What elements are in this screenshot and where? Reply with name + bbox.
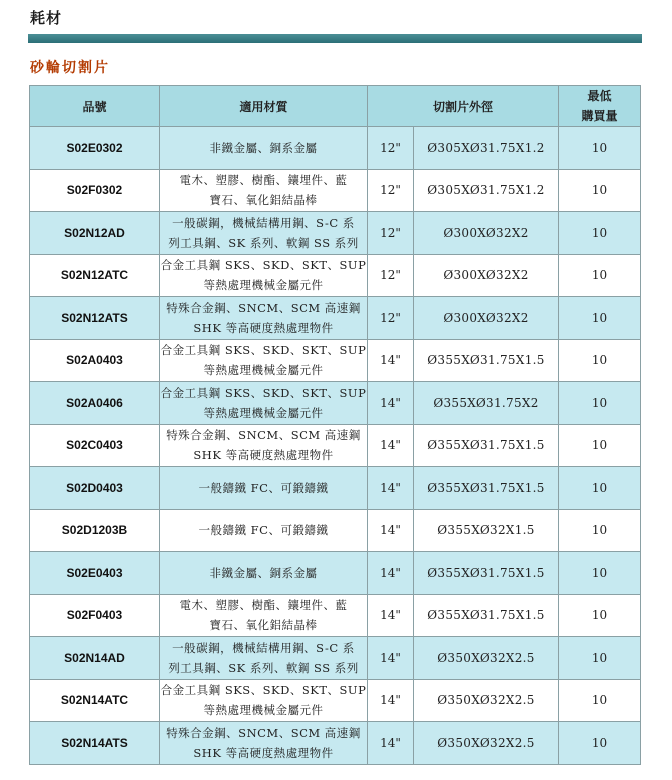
section-title: 砂輪切割片: [30, 60, 110, 76]
material-line: 等熱處理機械金屬元件: [203, 405, 324, 420]
min-quantity-cell: 10: [559, 467, 641, 510]
disc-spec-cell: Ø355XØ31.75X1.5: [414, 467, 559, 510]
material-line: 等熱處理機械金屬元件: [203, 278, 324, 293]
material-line: 列工具鋼、SK 系列、軟鋼 SS 系列: [168, 235, 359, 250]
material-line: SHK 等高硬度熱處理物件: [193, 320, 334, 335]
material-line: 一般鑄鐵 FC、可鍛鑄鐵: [198, 480, 329, 495]
material-cell: [160, 594, 368, 637]
disc-size-cell: 14": [368, 424, 414, 467]
material-line: 列工具鋼、SK 系列、軟鋼 SS 系列: [168, 660, 359, 675]
table-row: [30, 424, 641, 467]
material-line: 特殊合金鋼、SNCM、SCM 高速鋼: [166, 300, 361, 315]
table-row: [30, 212, 641, 255]
disc-spec-cell: Ø305XØ31.75X1.2: [414, 169, 559, 212]
material-cell: [160, 297, 368, 340]
disc-spec-cell: Ø300XØ32X2: [414, 297, 559, 340]
disc-size-cell: 12": [368, 169, 414, 212]
disc-size-cell: 14": [368, 467, 414, 510]
header-min-quantity: [559, 86, 641, 127]
disc-size-cell: 12": [368, 297, 414, 340]
table-row: [30, 339, 641, 382]
disc-spec-cell: Ø355XØ31.75X1.5: [414, 424, 559, 467]
material-cell: [160, 722, 368, 765]
material-line: 合金工具鋼 SKS、SKD、SKT、SUP: [160, 385, 367, 400]
material-line: 電木、塑膠、樹酯、鑲埋件、藍: [179, 173, 348, 188]
product-code-cell: S02N12ATS: [30, 297, 160, 340]
product-code-cell: S02N12AD: [30, 212, 160, 255]
disc-spec-cell: Ø355XØ31.75X1.5: [414, 594, 559, 637]
table-row: [30, 467, 641, 510]
material-line: SHK 等高硬度熱處理物件: [193, 448, 334, 463]
table-row: [30, 297, 641, 340]
min-quantity-cell: 10: [559, 637, 641, 680]
product-code-cell: S02C0403: [30, 424, 160, 467]
min-quantity-cell: 10: [559, 254, 641, 297]
disc-size-cell: 14": [368, 382, 414, 425]
min-quantity-cell: 10: [559, 424, 641, 467]
disc-spec-cell: Ø355XØ32X1.5: [414, 509, 559, 552]
disc-size-cell: 14": [368, 637, 414, 680]
disc-spec-cell: Ø355XØ31.75X1.5: [414, 339, 559, 382]
product-code-cell: S02F0403: [30, 594, 160, 637]
material-cell: [160, 339, 368, 382]
material-line: 合金工具鋼 SKS、SKD、SKT、SUP: [160, 343, 367, 358]
header-material: 適用材質: [160, 86, 368, 127]
material-cell: [160, 552, 368, 595]
table-row: [30, 127, 641, 170]
disc-size-cell: 12": [368, 212, 414, 255]
min-quantity-cell: 10: [559, 679, 641, 722]
material-cell: [160, 212, 368, 255]
header-min-quantity-line2: 購買量: [581, 109, 618, 123]
material-line: 寶石、氧化鋁結晶棒: [209, 193, 318, 208]
material-line: SHK 等高硬度熱處理物件: [193, 745, 334, 760]
product-code-cell: S02D1203B: [30, 509, 160, 552]
table-row: [30, 509, 641, 552]
material-cell: [160, 679, 368, 722]
product-code-cell: S02N14ATC: [30, 679, 160, 722]
table-header-row: [30, 86, 641, 127]
header-code: 品號: [30, 86, 160, 127]
header-dimension: 切割片外徑: [368, 86, 559, 127]
disc-size-cell: 14": [368, 722, 414, 765]
min-quantity-cell: 10: [559, 212, 641, 255]
material-line: 合金工具鋼 SKS、SKD、SKT、SUP: [160, 683, 367, 698]
disc-size-cell: 12": [368, 254, 414, 297]
disc-size-cell: 12": [368, 127, 414, 170]
min-quantity-cell: 10: [559, 552, 641, 595]
material-cell: [160, 169, 368, 212]
table-row: [30, 637, 641, 680]
material-line: 寶石、氧化鋁結晶棒: [209, 618, 318, 633]
product-table: [29, 85, 641, 765]
title-divider-bar: [28, 34, 642, 43]
disc-size-cell: 14": [368, 594, 414, 637]
min-quantity-cell: 10: [559, 382, 641, 425]
disc-spec-cell: Ø350XØ32X2.5: [414, 722, 559, 765]
table-row: [30, 722, 641, 765]
material-cell: [160, 424, 368, 467]
material-line: 一般鑄鐵 FC、可鍛鑄鐵: [198, 523, 329, 538]
disc-spec-cell: Ø305XØ31.75X1.2: [414, 127, 559, 170]
min-quantity-cell: 10: [559, 722, 641, 765]
disc-size-cell: 14": [368, 339, 414, 382]
min-quantity-cell: 10: [559, 169, 641, 212]
material-cell: [160, 254, 368, 297]
disc-spec-cell: Ø350XØ32X2.5: [414, 637, 559, 680]
disc-spec-cell: Ø355XØ31.75X1.5: [414, 552, 559, 595]
table-row: [30, 254, 641, 297]
table-row: [30, 594, 641, 637]
table-row: [30, 679, 641, 722]
page-title: 耗材: [30, 9, 63, 27]
disc-size-cell: 14": [368, 552, 414, 595]
product-code-cell: S02A0403: [30, 339, 160, 382]
material-cell: [160, 637, 368, 680]
disc-size-cell: 14": [368, 509, 414, 552]
product-code-cell: S02N14AD: [30, 637, 160, 680]
material-line: 特殊合金鋼、SNCM、SCM 高速鋼: [166, 428, 361, 443]
material-line: 等熱處理機械金屬元件: [203, 363, 324, 378]
product-code-cell: S02N12ATC: [30, 254, 160, 297]
table-row: [30, 169, 641, 212]
min-quantity-cell: 10: [559, 127, 641, 170]
table-row: [30, 382, 641, 425]
material-line: 合金工具鋼 SKS、SKD、SKT、SUP: [160, 258, 367, 273]
material-line: 一般碳鋼，機械結構用鋼、S-C 系: [172, 640, 355, 655]
disc-spec-cell: Ø350XØ32X2.5: [414, 679, 559, 722]
min-quantity-cell: 10: [559, 297, 641, 340]
material-line: 電木、塑膠、樹酯、鑲埋件、藍: [179, 598, 348, 613]
disc-spec-cell: Ø300XØ32X2: [414, 254, 559, 297]
material-line: 等熱處理機械金屬元件: [203, 703, 324, 718]
table-row: [30, 552, 641, 595]
header-min-quantity-line1: 最低: [587, 89, 612, 103]
material-cell: [160, 467, 368, 510]
min-quantity-cell: 10: [559, 509, 641, 552]
material-cell: [160, 509, 368, 552]
min-quantity-cell: 10: [559, 594, 641, 637]
product-code-cell: S02N14ATS: [30, 722, 160, 765]
min-quantity-cell: 10: [559, 339, 641, 382]
disc-spec-cell: Ø300XØ32X2: [414, 212, 559, 255]
material-line: 非鐵金屬、銅系金屬: [209, 140, 318, 155]
material-line: 特殊合金鋼、SNCM、SCM 高速鋼: [166, 725, 361, 740]
product-code-cell: S02F0302: [30, 169, 160, 212]
product-code-cell: S02A0406: [30, 382, 160, 425]
material-line: 一般碳鋼，機械結構用鋼、S-C 系: [172, 215, 355, 230]
material-cell: [160, 382, 368, 425]
product-code-cell: S02D0403: [30, 467, 160, 510]
disc-spec-cell: Ø355XØ31.75X2: [414, 382, 559, 425]
material-cell: [160, 127, 368, 170]
material-line: 非鐵金屬、銅系金屬: [209, 565, 318, 580]
product-code-cell: S02E0302: [30, 127, 160, 170]
product-code-cell: S02E0403: [30, 552, 160, 595]
disc-size-cell: 14": [368, 679, 414, 722]
